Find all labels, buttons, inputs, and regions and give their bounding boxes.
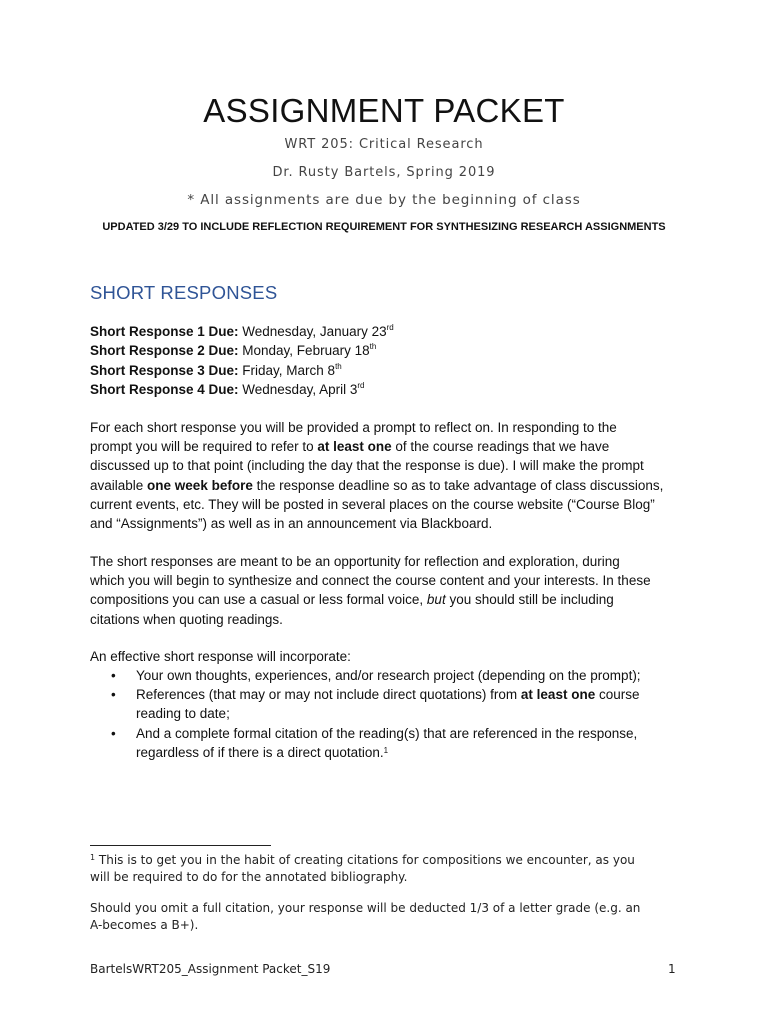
footnote-note — [90, 900, 690, 934]
text-run: course — [595, 687, 640, 703]
bullet-icon: • — [111, 725, 116, 741]
footnote-divider — [90, 845, 271, 846]
criteria-list — [90, 666, 690, 762]
text-run: compositions you can use a casual or less formal voice, — [90, 592, 427, 608]
text-line: Your own thoughts, experiences, and/or research project (depending on the prompt); — [136, 668, 641, 683]
due-date: Friday, March 8 — [238, 362, 336, 378]
text-line — [136, 685, 690, 704]
text-line: which you will begin to synthesize and connect the course content and your interests. In these — [90, 573, 651, 589]
date-suffix: th — [369, 342, 377, 352]
purpose-paragraph — [90, 552, 680, 629]
text-line — [90, 476, 680, 495]
text-line: reading to date; — [136, 706, 230, 722]
date-suffix: rd — [386, 323, 394, 332]
due-date-row — [90, 322, 394, 341]
footnote-reference[interactable]: 1 — [383, 745, 389, 755]
footer-filename: BartelsWRT205_Assignment Packet_S19 — [90, 962, 331, 976]
text-run: regardless of if there is a direct quotation. — [136, 744, 384, 760]
prompt-paragraph — [90, 418, 680, 533]
footnote-1 — [90, 852, 690, 886]
due-date: Wednesday, April 3 — [238, 381, 358, 397]
date-suffix: th — [335, 361, 342, 371]
text-run: prompt you will be required to refer to — [90, 439, 318, 455]
due-label: Short Response 4 Due: — [90, 381, 239, 397]
text-run: available — [90, 477, 148, 493]
text-run: of the course readings that we have — [391, 439, 610, 455]
emphasis-text: at least one — [520, 687, 596, 703]
due-date-row — [90, 341, 394, 360]
footnote-mark: 1 — [90, 853, 96, 862]
list-item — [90, 724, 690, 762]
text-line — [90, 852, 690, 869]
text-line: current events, etc. They will be posted in several places on the course website (“Course Blog” — [90, 496, 655, 512]
due-note: * All assignments are due by the beginning of class — [187, 192, 581, 208]
page-number: 1 — [668, 962, 676, 976]
text-line: citations when quoting readings. — [90, 611, 283, 627]
text-run: This is to get you in the habit of creating citations for compositions we encounter, as you — [95, 853, 635, 867]
criteria-intro: An effective short response will incorporate: — [90, 649, 351, 664]
due-date-row — [90, 361, 394, 380]
text-line: For each short response you will be provided a prompt to reflect on. In responding to the — [90, 420, 617, 435]
text-line — [90, 590, 680, 609]
text-line: And a complete formal citation of the reading(s) that are referenced in the response, — [136, 725, 638, 741]
bullet-icon: • — [111, 668, 116, 683]
instructor-line: Dr. Rusty Bartels, Spring 2019 — [272, 165, 496, 180]
due-dates-list — [90, 322, 394, 399]
text-run: References (that may or may not include direct quotations) from — [136, 687, 521, 703]
due-label: Short Response 2 Due: — [90, 343, 239, 359]
due-date-row — [90, 380, 394, 399]
text-run: the response deadline so as to take advantage of class discussions, — [252, 477, 664, 493]
due-label: Short Response 1 Due: — [90, 324, 239, 339]
bullet-icon: • — [111, 687, 116, 703]
text-line — [136, 743, 690, 762]
text-line — [90, 437, 680, 456]
list-item — [90, 685, 690, 723]
emphasis-text: one week before — [147, 477, 253, 493]
due-label: Short Response 3 Due: — [90, 362, 239, 378]
page-title: ASSIGNMENT PACKET — [203, 92, 565, 129]
text-line: A-becomes a B+). — [90, 918, 199, 932]
due-date: Monday, February 18 — [238, 343, 370, 359]
text-line: discussed up to that point (including the day that the response is due). I will make the prompt — [90, 458, 644, 474]
text-run: you should still be including — [445, 592, 614, 608]
course-name: WRT 205: Critical Research — [284, 137, 484, 152]
text-line: and “Assignments”) as well as in an announcement via Blackboard. — [90, 516, 493, 532]
italic-text: but — [426, 592, 446, 608]
text-line: will be required to do for the annotated bibliography. — [90, 870, 408, 884]
update-notice: UPDATED 3/29 TO INCLUDE REFLECTION REQUIREMENT FOR SYNTHESIZING RESEARCH ASSIGNMENTS — [102, 221, 666, 233]
text-line: The short responses are meant to be an opportunity for reflection and exploration, during — [90, 554, 620, 569]
emphasis-text: at least one — [317, 439, 392, 455]
due-date: Wednesday, January 23 — [238, 324, 387, 339]
date-suffix: rd — [357, 380, 365, 390]
list-item — [90, 666, 690, 685]
section-heading: SHORT RESPONSES — [90, 282, 278, 303]
text-line: Should you omit a full citation, your response will be deducted 1/3 of a letter grade (e.g. an — [90, 901, 641, 915]
